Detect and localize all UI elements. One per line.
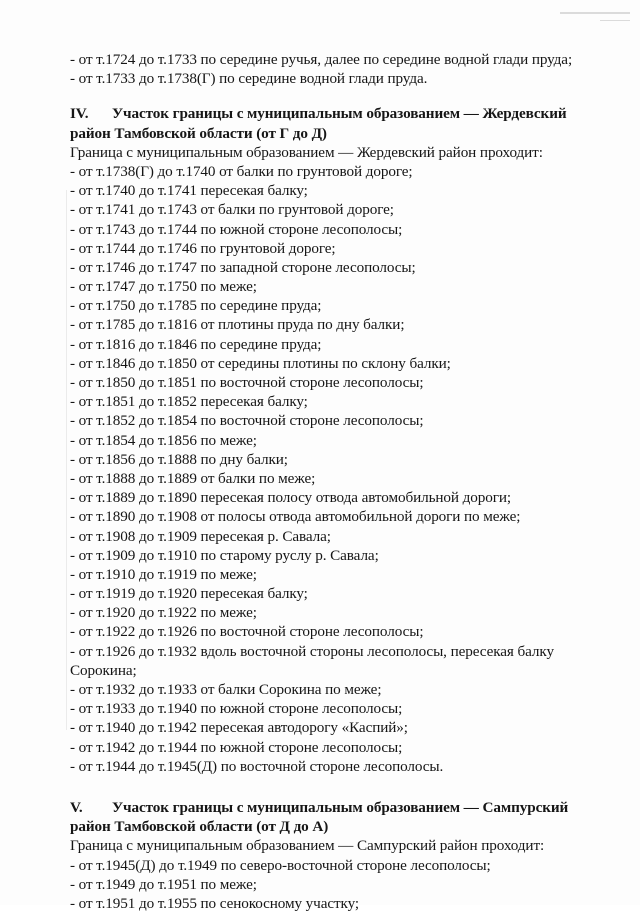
list-item: - от т.1940 до т.1942 пересекая автодорогу «Каспий»;: [70, 719, 408, 737]
list-item: Сорокина;: [70, 661, 137, 679]
list-item: - от т.1932 до т.1933 от балки Сорокина по меже;: [70, 681, 382, 699]
list-item: - от т.1922 до т.1926 по восточной стороне лесополосы;: [70, 623, 424, 641]
list-item: - от т.1889 до т.1890 пересекая полосу отвода автомобильной дороги;: [70, 489, 512, 507]
list-item: - от т.1908 до т.1909 пересекая р. Савала;: [70, 527, 331, 545]
section-4-title-line1: Участок границы с муниципальным образованием — Жердевский: [112, 105, 567, 123]
list-item: - от т.1850 до т.1851 по восточной стороне лесополосы;: [70, 374, 424, 392]
list-item: - от т.1743 до т.1744 по южной стороне лесополосы;: [70, 220, 403, 238]
document-body: [70, 50, 615, 913]
list-item: - от т.1919 до т.1920 пересекая балку;: [70, 585, 308, 603]
section-4-lead: Граница с муниципальным образованием — Жердевский район проходит:: [70, 143, 543, 161]
section-5-title-line2: район Тамбовской области (от Д до А): [70, 818, 329, 836]
section-4: [70, 104, 615, 776]
list-item: - от т.1816 до т.1846 по середине пруда;: [70, 335, 322, 353]
list-item: - от т.1738(Г) до т.1740 от балки по грунтовой дороге;: [70, 162, 413, 180]
section-4-title: [70, 104, 615, 123]
list-item: - от т.1785 до т.1816 от плотины пруда по дну балки;: [70, 316, 405, 334]
list-item: - от т.1744 до т.1746 по грунтовой дороге;: [70, 239, 336, 257]
list-item: - от т.1852 до т.1854 по восточной стороне лесополосы;: [70, 412, 424, 430]
section-5-title: [70, 798, 615, 817]
list-item: - от т.1851 до т.1852 пересекая балку;: [70, 393, 308, 411]
section-5-title-line1: Участок границы с муниципальным образованием — Сампурский: [112, 798, 569, 816]
section-5: [70, 798, 615, 913]
section-4-title-line2: район Тамбовской области (от Г до Д): [70, 124, 327, 142]
list-item: - от т.1856 до т.1888 по дну балки;: [70, 450, 288, 468]
intro-list: [70, 50, 615, 88]
section-5-lead: Граница с муниципальным образованием — Сампурский район проходит:: [70, 837, 545, 855]
list-item: - от т.1910 до т.1919 по меже;: [70, 565, 257, 583]
scan-artifact: [560, 12, 630, 14]
list-item: - от т.1944 до т.1945(Д) по восточной стороне лесополосы.: [70, 757, 444, 775]
list-item: - от т.1750 до т.1785 по середине пруда;: [70, 297, 322, 315]
list-item: - от т.1926 до т.1932 вдоль восточной стороны лесополосы, пересекая балку: [70, 642, 554, 660]
section-4-number: IV.: [70, 105, 89, 123]
section-5-number: V.: [70, 798, 83, 816]
list-item: - от т.1746 до т.1747 по западной стороне лесополосы;: [70, 258, 416, 276]
scan-artifact: [66, 190, 67, 730]
list-item: - от т.1890 до т.1908 от полосы отвода автомобильной дороги по меже;: [70, 508, 521, 526]
list-item: - от т.1747 до т.1750 по меже;: [70, 278, 257, 296]
list-item: - от т.1909 до т.1910 по старому руслу р. Савала;: [70, 546, 379, 564]
list-item: - от т.1920 до т.1922 по меже;: [70, 604, 257, 622]
list-item: - от т.1741 до т.1743 от балки по грунтовой дороге;: [70, 201, 394, 219]
list-item: - от т.1933 до т.1940 по южной стороне лесополосы;: [70, 700, 403, 718]
section-4-list: [70, 162, 615, 776]
list-item: - от т.1854 до т.1856 по меже;: [70, 431, 257, 449]
list-item: - от т.1740 до т.1741 пересекая балку;: [70, 182, 308, 200]
section-5-list: [70, 856, 615, 913]
list-item: - от т.1846 до т.1850 от середины плотины по склону балки;: [70, 354, 451, 372]
list-item: - от т.1724 до т.1733 по середине ручья, далее по середине водной глади пруда;: [70, 51, 573, 68]
list-item: - от т.1951 до т.1955 по сенокосному участку;: [70, 894, 360, 912]
list-item: - от т.1888 до т.1889 от балки по меже;: [70, 469, 316, 487]
scan-artifact: [600, 20, 630, 21]
list-item: - от т.1942 до т.1944 по южной стороне лесополосы;: [70, 738, 403, 756]
list-item: - от т.1945(Д) до т.1949 по северо-восточной стороне лесополосы;: [70, 856, 491, 874]
list-item: - от т.1733 до т.1738(Г) по середине водной глади пруда.: [70, 70, 428, 88]
list-item: - от т.1949 до т.1951 по меже;: [70, 875, 257, 893]
